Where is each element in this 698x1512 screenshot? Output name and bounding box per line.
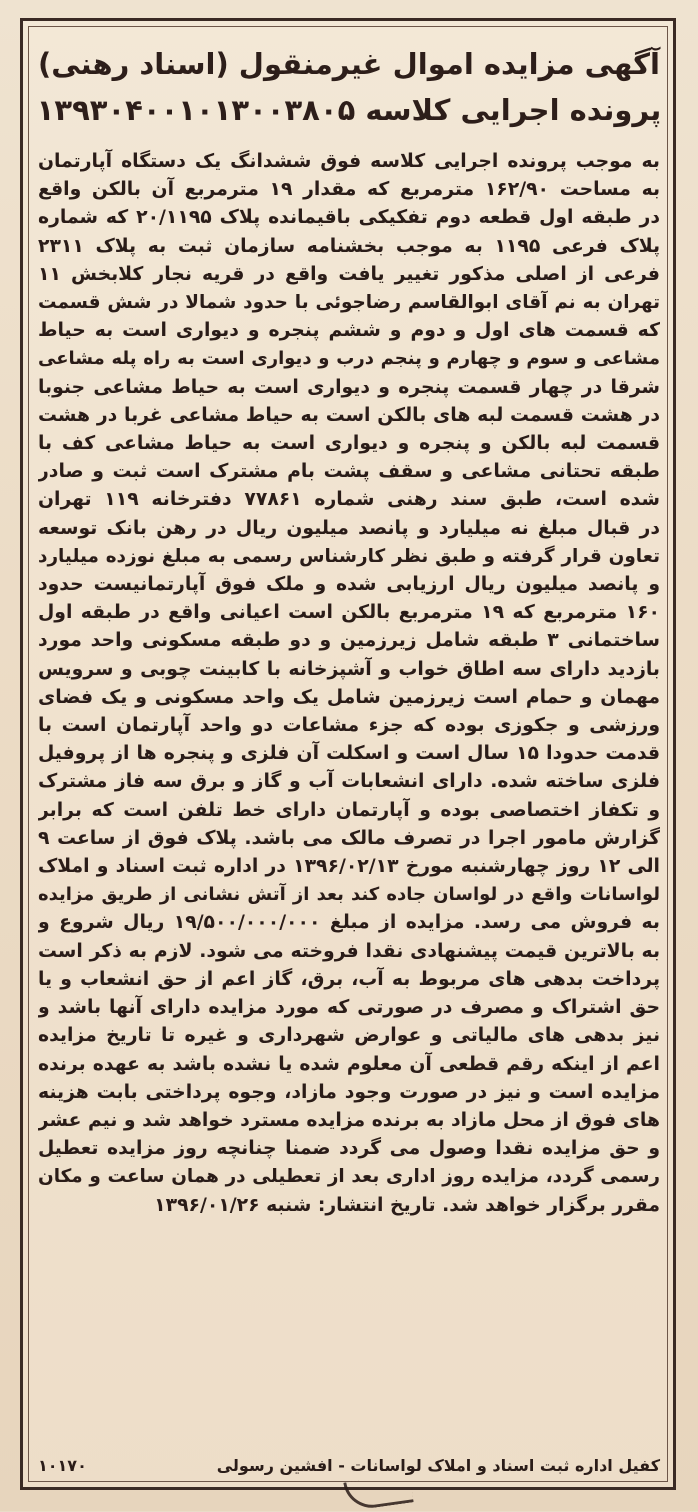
body-line: ۱۶۰ مترمربع که ۱۹ مترمربع بالکن است اعیانی واقع در طبقه اول (38, 602, 660, 624)
body-line: در طبقه اول قطعه دوم تفکیکی باقیمانده پلاک ۲۰/۱۱۹۵ که شماره (38, 207, 660, 229)
body-line: مقرر برگزار خواهد شد. تاریخ انتشار: شنبه ۱۳۹۶/۰۱/۲۶ (154, 1194, 660, 1216)
body-line: اعم از اینکه رقم قطعی آن معلوم شده یا نشده باشد به عهده برنده (38, 1053, 660, 1075)
body-line: و حق مزایده نقدا وصول می گردد ضمنا چنانچه روز مزایده تعطیل (38, 1138, 660, 1160)
body-line: شرقا در چهار قسمت پنجره و دیواری است به حیاط مشاعی جنوبا (38, 376, 660, 398)
body-line: نیز بدهی های مالیاتی و عوارض شهرداری و غیره تا تاریخ مزایده (38, 1025, 660, 1047)
body-line: مهمان و حمام است زیرزمین شامل یک واحد مسکونی و یک فضای (38, 686, 660, 708)
body-line: بازدید دارای سه اطاق خواب و آشپزخانه با کابینت چوبی و سرویس (38, 658, 660, 680)
body-line: در قبال مبلغ نه میلیارد و پانصد میلیون ریال در رهن بانک توسعه (38, 517, 660, 539)
body-line: طبقه تحتانی مشاعی و سقف پشت بام مشترک است ثبت و صادر (38, 461, 660, 483)
body-line: مزایده است و نیز در صورت وجود مازاد، وجوه پرداختی بابت هزینه (38, 1081, 660, 1103)
body-line: حق اشتراک و مصرف در صورتی که مورد مزایده دارای آنها باشد و (38, 997, 660, 1019)
body-line: قسمت لبه بالکن و پنجره و دیواری است به حیاط مشاعی کف با (38, 433, 660, 455)
body-line: که قسمت های اول و دوم و ششم پنجره و دیواری است به حیاط (38, 320, 660, 342)
body-line: فرعی از اصلی مذکور تغییر یافت واقع در قریه نجار کلابخش ۱۱ (38, 263, 660, 285)
notice-body (38, 148, 660, 1220)
notice-title: آگهی مزایده اموال غیرمنقول (اسناد رهنی) (38, 47, 660, 81)
body-line: تهران به نم آقای ابوالقاسم رضاجوئی با حدود شمالا در شش قسمت (38, 292, 660, 314)
case-number-title: پرونده اجرایی کلاسه ۱۳۹۳۰۴۰۰۱۰۱۳۰۰۳۸۰۵ (36, 93, 662, 127)
body-line: پلاک فرعی ۱۱۹۵ به موجب بخشنامه سازمان ثبت به پلاک ۲۳۱۱ (38, 235, 660, 257)
body-line: قدمت حدودا ۱۵ سال است و اسکلت آن فلزی و پنجره ها از پروفیل (38, 743, 660, 765)
body-line: های فوق از محل مازاد به برنده مزایده مسترد خواهد شد و نیم عشر (38, 1109, 660, 1131)
body-line: و پانصد میلیون ریال ارزیابی شده و ملک فوق آپارتمانیست حدود (38, 574, 660, 596)
body-line: پرداخت بدهی های مربوط به آب، برق، گاز اعم از حق انشعاب و یا (38, 968, 660, 990)
body-line: ساختمانی ۳ طبقه شامل زیرزمین و دو طبقه مسکونی واحد مورد (38, 630, 660, 652)
body-line: به موجب پرونده اجرایی کلاسه فوق ششدانگ یک دستگاه آپارتمان (38, 151, 660, 172)
body-line: به بالاترین قیمت پیشنهادی نقدا فروخته می شود. لازم به ذکر است (38, 940, 660, 962)
body-line: در هشت قسمت لبه های بالکن است به حیاط مشاعی غربا در هشت (38, 404, 660, 426)
body-line: الی ۱۲ روز چهارشنبه مورخ ۱۳۹۶/۰۲/۱۳ در اداره ثبت اسناد و املاک (38, 856, 660, 878)
body-line: ورزشی و جکوزی بوده که جزء مشاعات دو واحد آپارتمان است با (38, 715, 660, 737)
body-line: و تکفاز اختصاصی بوده و آپارتمان دارای خط تلفن است که برابر (38, 799, 660, 821)
body-line: شده است، طبق سند رهنی شماره ۷۷۸۶۱ دفترخانه ۱۱۹ تهران (38, 489, 660, 511)
notice-footer (38, 1452, 660, 1480)
body-line: فلزی ساخته شده. دارای انشعابات آب و گاز و برق سه فاز مشترک (38, 771, 660, 793)
notice-code: ۱۰۱۷۰ (38, 1456, 87, 1475)
body-line: مشاعی و سوم و چهارم و پنجم درب و دیواری است به راه پله مشاعی (38, 348, 660, 370)
body-line: به مساحت ۱۶۲/۹۰ مترمربع که مقدار ۱۹ مترمربع آن بالکن واقع (38, 179, 660, 201)
body-line: به فروش می رسد. مزایده از مبلغ ۱۹/۵۰۰/۰۰۰/۰۰۰ ریال شروع و (38, 912, 660, 934)
signer-line: کفیل اداره ثبت اسناد و املاک لواسانات - افشین رسولی (216, 1456, 660, 1475)
body-line: گزارش مامور اجرا در تصرف مالک می باشد. پلاک فوق از ساعت ۹ (38, 827, 660, 849)
body-line: تعاون قرار گرفته و طبق نظر کارشناس رسمی به مبلغ نوزده میلیارد (38, 545, 660, 567)
body-line: لواسانات واقع در لواسان جاده کند بعد از آتش نشانی از طریق مزایده (38, 884, 660, 906)
body-line: رسمی گردد، مزایده روز اداری بعد از تعطیلی در همان ساعت و مکان (38, 1166, 660, 1188)
